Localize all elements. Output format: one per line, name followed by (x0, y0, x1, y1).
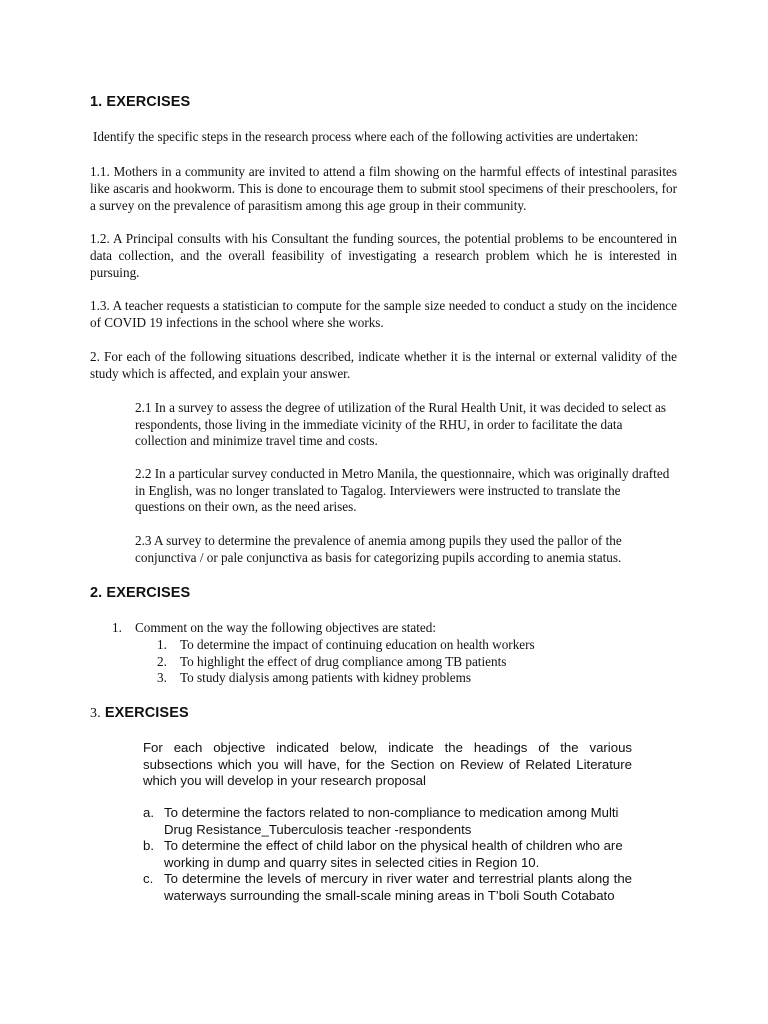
objective-text: To determine the impact of continuing education on health workers (180, 637, 535, 652)
objective-text: To study dialysis among patients with kidney problems (180, 670, 472, 685)
list-marker: 3. (157, 670, 167, 685)
item-1-1: 1.1. Mothers in a community are invited to attend a film showing on the harmful effects of intestinal parasites like ascaris and hookworm. This is done to encourage them to submit stool specimens of their preschoolers, for a survey on the prevalence of parasitism among this age group in their community. (90, 164, 677, 213)
item-2-2: 2.2 In a particular survey conducted in Metro Manila, the questionnaire, which was originally drafted in English, was no longer translated to Tagalog. Interviewers were instructed to translate the questions on their own, as the need arises. (135, 466, 670, 514)
objective-text: To highlight the effect of drug compliance among TB patients (180, 653, 507, 669)
list-item (143, 871, 632, 904)
list-item (157, 670, 657, 687)
section3-heading-text: EXERCISES (104, 705, 189, 721)
section3-heading-number: 3. (90, 706, 101, 721)
list-marker: 1. (157, 637, 167, 652)
list-marker: 2. (157, 653, 167, 669)
section1-intro: Identify the specific steps in the research process where each of the following activities are undertaken: (93, 129, 639, 144)
objectives-list (157, 637, 657, 687)
item-2-1: 2.1 In a survey to assess the degree of utilization of the Rural Health Unit, it was decided to select as respondents, those living in the immediate vicinity of the RHU, in order to facilitate the data collection and minimize travel time and costs. (135, 400, 667, 448)
list-marker: c. (143, 871, 154, 886)
section2-item-text: Comment on the way the following objectives are stated: (135, 620, 437, 635)
list-marker: a. (143, 805, 154, 820)
list-item (157, 637, 657, 654)
section1-heading: 1. EXERCISES (90, 94, 191, 110)
section3-intro: For each objective indicated below, indicate the headings of the various subsections which you will have, for the Section on Review of Related Literature which you will develop in your research proposal (143, 740, 632, 788)
objective-text: To determine the factors related to non-compliance to medication among Multi Drug Resistance_Tuberculosis teacher -respondents (164, 805, 619, 837)
section3-objectives-list (143, 805, 632, 904)
list-item (157, 654, 657, 671)
objective-text: To determine the levels of mercury in river water and terrestrial plants along the waterways surrounding the small-scale mining areas in T’boli South Cotabato (164, 871, 632, 903)
section3-heading (90, 705, 189, 722)
list-marker: b. (143, 838, 154, 853)
list-item (143, 805, 632, 838)
section2-item (112, 620, 632, 637)
section2-heading: 2. EXERCISES (90, 585, 191, 601)
list-item (143, 838, 632, 871)
item-1-2: 1.2. A Principal consults with his Consultant the funding sources, the potential problems to be encountered in data collection, and the overall feasibility of investigating a research problem which he is interested in pursuing. (90, 231, 677, 280)
list-marker: 1. (112, 620, 122, 635)
item-2-3: 2.3 A survey to determine the prevalence of anemia among pupils they used the pallor of the conjunctiva / or pale conjunctiva as basis for categorizing pupils according to anemia status. (135, 533, 622, 565)
objective-text: To determine the effect of child labor on the physical health of children who are working in dump and quarry sites in selected cities in Region 10. (164, 838, 623, 870)
item-1-3: 1.3. A teacher requests a statistician to compute for the sample size needed to conduct a study on the incidence of COVID 19 infections in the school where she works. (90, 298, 677, 330)
question-2: 2. For each of the following situations described, indicate whether it is the internal or external validity of the study which is affected, and explain your answer. (90, 349, 677, 381)
